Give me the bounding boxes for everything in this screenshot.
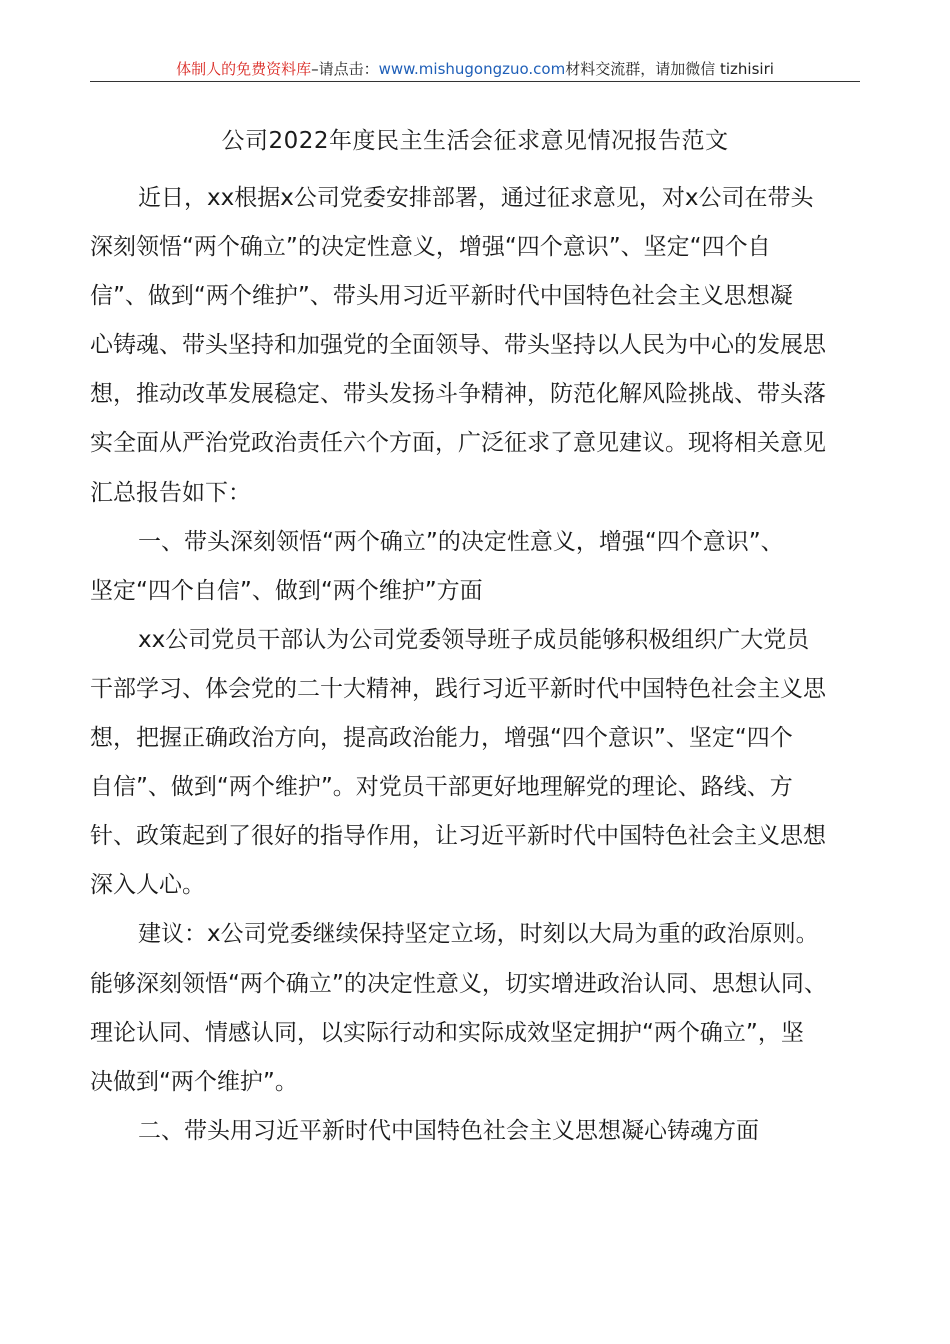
paragraph-line: 干部学习、体会党的二十大精神，践行习近平新时代中国特色社会主义思	[90, 675, 826, 702]
paragraph-line: 针、政策起到了很好的指导作用，让习近平新时代中国特色社会主义思想	[90, 823, 826, 850]
header-site-name: 体制人的免费资料库	[176, 60, 312, 78]
header-url-link[interactable]: www.mishugongzuo.com	[378, 60, 566, 78]
header-divider	[90, 81, 860, 82]
paragraph-line: 深刻领悟“两个确立”的决定性意义，增强“四个意识”、坚定“四个自	[90, 234, 771, 261]
paragraph-line: 想，推动改革发展稳定、带头发扬斗争精神，防范化解风险挑战、带头落	[90, 381, 826, 408]
paragraph-line: xx公司党员干部认为公司党委领导班子成员能够积极组织广大党员	[138, 626, 810, 653]
paragraph-line: 能够深刻领悟“两个确立”的决定性意义，切实增进政治认同、思想认同、	[90, 970, 827, 997]
section-heading-line: 坚定“四个自信”、做到“两个维护”方面	[90, 577, 483, 604]
paragraph-line: 决做到“两个维护”。	[90, 1068, 298, 1095]
paragraph-line: 汇总报告如下：	[90, 479, 251, 506]
paragraph-line: 深入人心。	[90, 872, 205, 899]
paragraph-line: 理论认同、情感认同，以实际行动和实际成效坚定拥护“两个确立”，坚	[90, 1019, 804, 1046]
section-heading-line: 二、带头用习近平新时代中国特色社会主义思想凝心铸魂方面	[138, 1117, 759, 1144]
page-header	[90, 58, 860, 80]
document-body	[90, 174, 865, 1156]
section-heading-line: 一、带头深刻领悟“两个确立”的决定性意义，增强“四个意识”、	[138, 528, 784, 555]
paragraph-line: 想，把握正确政治方向，提高政治能力，增强“四个意识”、坚定“四个	[90, 725, 793, 752]
paragraph-line: 实全面从严治党政治责任六个方面，广泛征求了意见建议。现将相关意见	[90, 430, 826, 457]
paragraph-line: 心铸魂、带头坚持和加强党的全面领导、带头坚持以人民为中心的发展思	[90, 332, 826, 359]
paragraph-line: 建议：x公司党委继续保持坚定立场，时刻以大局为重的政治原则。	[138, 921, 819, 948]
paragraph-line: 自信”、做到“两个维护”。对党员干部更好地理解党的理论、路线、方	[90, 774, 793, 801]
header-click-prompt: –请点击：	[311, 60, 379, 78]
document-title: 公司2022年度民主生活会征求意见情况报告范文	[221, 128, 729, 154]
paragraph-line: 近日，xx根据x公司党委安排部署，通过征求意见，对x公司在带头	[138, 185, 814, 211]
header-contact-note: 材料交流群，请加微信 tizhisiri	[565, 60, 774, 78]
paragraph-line: 信”、做到“两个维护”、带头用习近平新时代中国特色社会主义思想凝	[90, 283, 793, 310]
